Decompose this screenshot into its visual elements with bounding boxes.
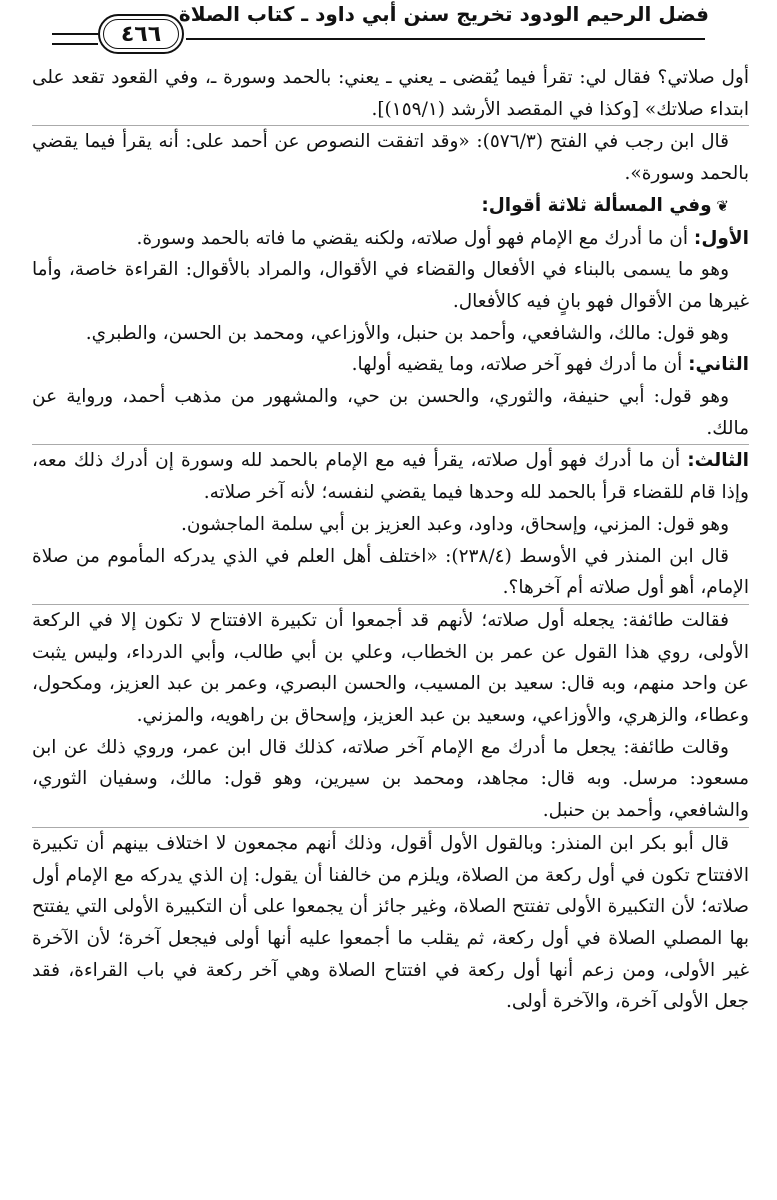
header-rule	[186, 38, 705, 40]
paragraph-6	[32, 318, 749, 350]
paragraph-text: قال أبو بكر ابن المنذر: وبالقول الأول أقول، وذلك أنهم مجمعون لا اختلاف بينهم أن تكبيرة الافتتاح تكون في أول ركعة من الصلاة، ويلزم من خالفنا أن يقول: إن الذي يدركه مع الإمام أول صلاته؛ لأن التكبيرة الأولى تفتتح الصلاة، وغير جائز أن يجمعوا على أن التكبيرة الأولى التي يفتتح بها المصلي الصلاة في أول ركعة، ثم يقلب ما أجمعوا عليه أنها أولى فيجعل آخرة؛ لأن الآخرة غير الأولى، ومن زعم أنها أول ركعة في افتتاح الصلاة وهي آخر ركعة في باب القراءة، فقد جعل الأولى آخرة، والآخرة أولى.	[32, 832, 749, 1013]
paragraph-text: وهو ما يسمى بالبناء في الأفعال والقضاء في الأقوال، والمراد بالأقوال: القراءة خاصة، وأما غيرها من الأقوال فهو بانٍ فيه كالأفعال.	[32, 259, 749, 312]
paragraph-12	[32, 605, 749, 732]
paragraph-5	[32, 254, 749, 317]
paragraph-text: وهو قول: أبي حنيفة، والثوري، والحسن بن حي، والمشهور من مذهب أحمد، ورواية عن مالك.	[32, 386, 749, 439]
paragraph-8	[32, 381, 749, 444]
paragraph-text: أول صلاتي؟ فقال لي: تقرأ فيما يُقضى ـ يعني ـ يعني: بالحمد وسورة ـ، وفي القعود تقعد على ابتداء صلاتك» [وكذا في المقصد الأرشد (١٥٩/١)].	[32, 67, 749, 120]
leaf-icon: ❦	[711, 196, 729, 215]
paragraph-text: أن ما أدرك فهو أول صلاته، يقرأ فيه مع الإمام بالحمد لله وسورة إن أدرك ذلك معه، وإذا قام للقضاء قرأ بالحمد لله وحدها فيما يقضي لنفسه؛ لأنه آخر صلاته.	[32, 450, 749, 504]
header-rule-double	[52, 33, 98, 45]
page-header	[32, 0, 749, 62]
page-number-text: ٤٦٦	[120, 21, 162, 47]
paragraph-10	[32, 509, 749, 541]
paragraph-13	[32, 732, 749, 827]
running-title: فضل الرحيم الودود تخريج سنن أبي داود ـ كتاب الصلاة	[178, 2, 709, 26]
paragraph-7	[32, 349, 749, 381]
paragraph-1	[32, 62, 749, 125]
paragraph-text: أن ما أدرك فهو آخر صلاته، وما يقضيه أولها.	[351, 354, 683, 376]
paragraph-text: أن ما أدرك مع الإمام فهو أول صلاته، ولكنه يقضي ما فاته بالحمد وسورة.	[136, 227, 689, 249]
opinion-label: الثاني:	[688, 354, 749, 376]
paragraph-14	[32, 828, 749, 1018]
paragraph-text: فقالت طائفة: يجعله أول صلاته؛ لأنهم قد أجمعوا أن تكبيرة الافتتاح لا تكون إلا في الركعة الأولى، روي هذا القول عن عمر بن الخطاب، وعلي بن أبي طالب، وأبي الدرداء، وليس يثبت عن واحد منهم، وبه قال: سعيد بن المسيب، والحسن البصري، وعمر بن عبد العزيز، ومكحول، وعطاء، والزهري، والأوزاعي، وسعيد بن عبد العزيز، وإسحاق بن راهويه، والمزني.	[32, 609, 749, 727]
opinion-label: الثالث:	[687, 450, 749, 472]
paragraph-text: قال ابن رجب في الفتح (٥٧٦/٣): «وقد اتفقت النصوص عن أحمد على: أنه يقرأ فيما يقضي بالحمد وسورة».	[32, 131, 749, 185]
paragraph-text: قال ابن المنذر في الأوسط (٢٣٨/٤): «اختلف أهل العلم في الذي يدركه المأموم من صلاة الإمام، أهو أول صلاته أم آخرها؟.	[32, 545, 749, 599]
paragraph-text: وهو قول: مالك، والشافعي، وأحمد بن حنبل، والأوزاعي، ومحمد بن الحسن، والطبري.	[85, 322, 729, 344]
page-number	[98, 14, 184, 54]
body-text	[32, 62, 749, 1018]
paragraph-9	[32, 445, 749, 508]
opinion-label: الأول:	[693, 227, 749, 249]
section-heading: وفي المسألة ثلاثة أقوال:	[481, 194, 712, 216]
paragraph-4	[32, 223, 749, 255]
paragraph-text: وهو قول: المزني، وإسحاق، وداود، وعبد العزيز بن أبي سلمة الماجشون.	[180, 513, 729, 535]
paragraph-2	[32, 126, 749, 189]
paragraph-text: وقالت طائفة: يجعل ما أدرك مع الإمام آخر صلاته، كذلك قال ابن عمر، وروي ذلك عن ابن مسعود: مرسل. وبه قال: مجاهد، ومحمد بن سيرين، وهو قول: مالك، وسفيان الثوري، والشافعي، وأحمد بن حنبل.	[32, 736, 749, 822]
paragraph-3	[32, 190, 749, 223]
paragraph-11	[32, 541, 749, 604]
